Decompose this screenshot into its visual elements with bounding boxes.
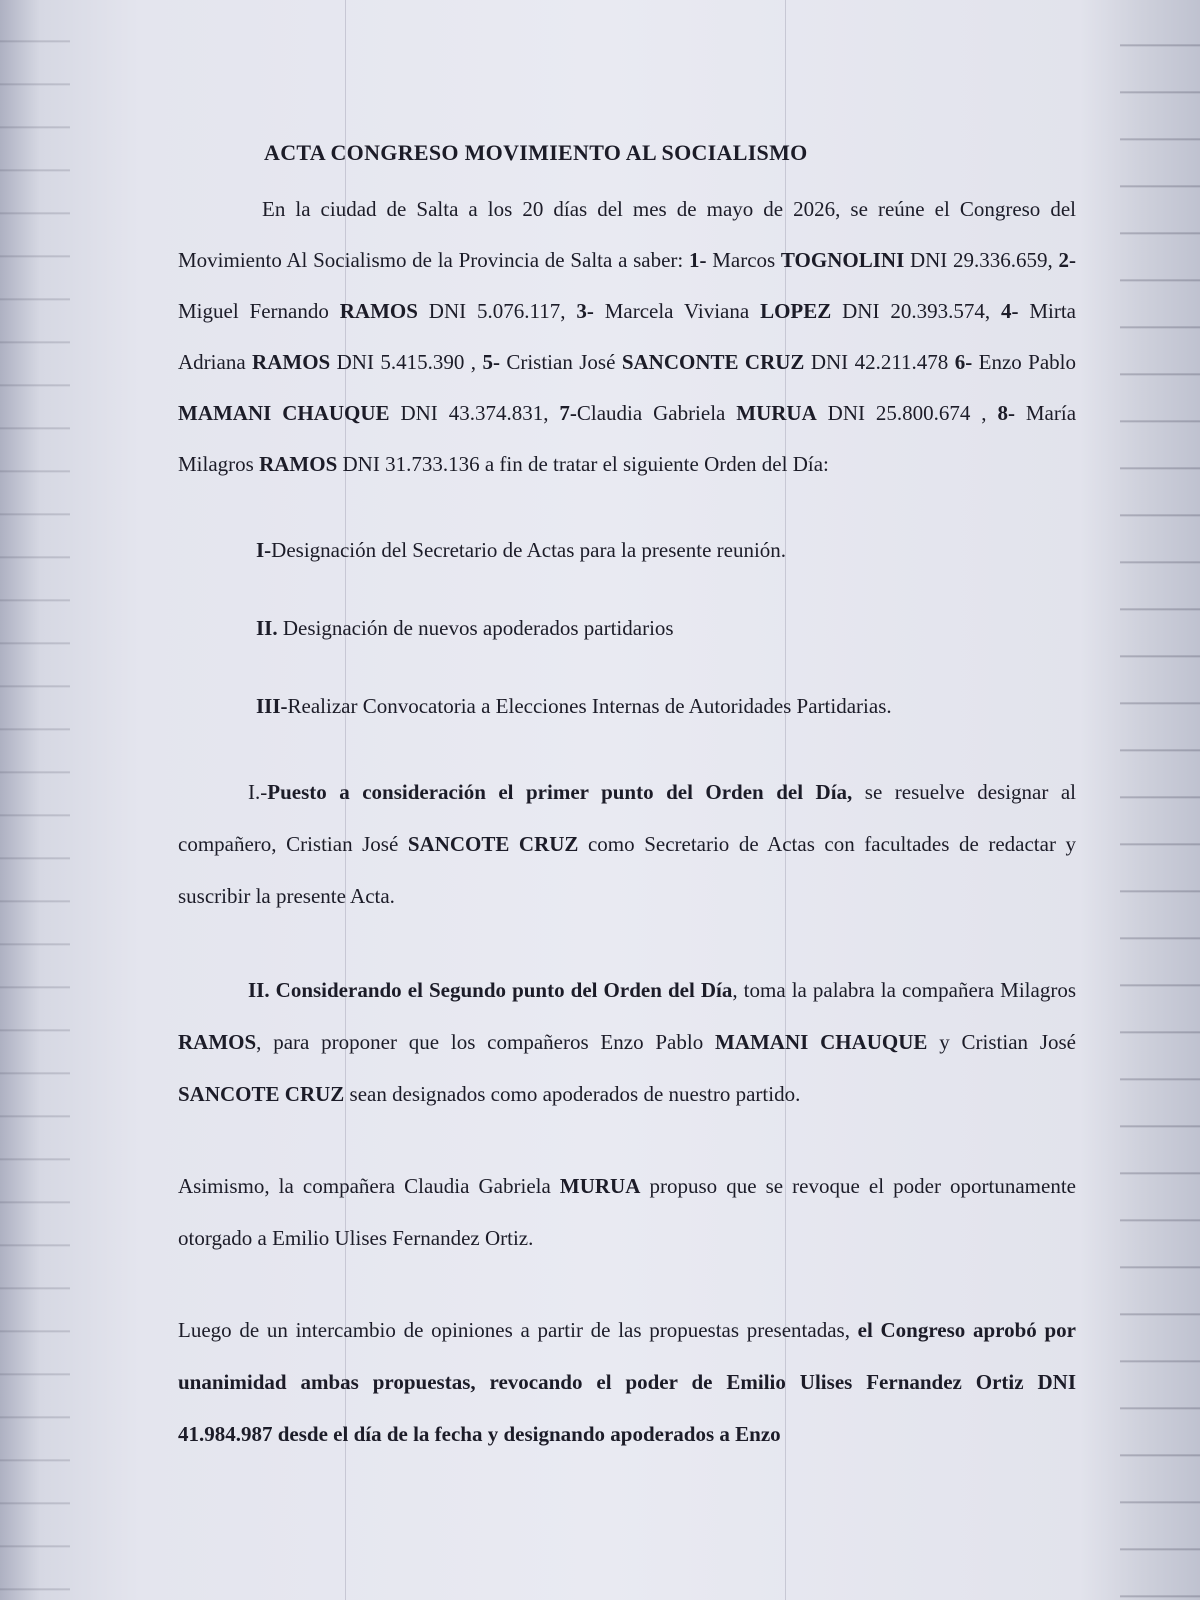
bold-text-run: 6- [954, 350, 973, 374]
bold-text-run: 1- [688, 248, 707, 272]
bold-text-run: MAMANI CHAUQUE [178, 401, 390, 425]
bold-text-run: 5- [482, 350, 500, 374]
bold-text-run: 4- [1000, 299, 1019, 323]
agenda-item-3 [256, 694, 1076, 718]
text-run: , toma la palabra la compañera Milagros [732, 978, 1076, 1002]
section-paragraph-1 [178, 766, 1076, 922]
text-run: En la ciudad de Salta a los 20 días del mes de mayo de 2026, se reúne el Congreso del Movimiento Al Socialismo de la Provincia de Salta a saber: [178, 197, 1076, 272]
bold-text-run: MAMANI CHAUQUE [715, 1030, 928, 1054]
bold-text-run: I- [256, 538, 272, 562]
text-run: Enzo Pablo [972, 350, 1077, 374]
bold-text-run: II. [256, 616, 278, 640]
text-run: Cristian José [499, 350, 622, 374]
bold-text-run: Puesto a consideración el primer punto del Orden del Día, [267, 780, 853, 804]
bold-text-run: RAMOS [259, 452, 338, 476]
text-run: Miguel Fernando [178, 299, 340, 323]
section-paragraph-4 [178, 1304, 1076, 1460]
text-run: , para proponer que los compañeros Enzo Pablo [256, 1030, 715, 1054]
text-run: DNI 5.076.117, [417, 299, 577, 323]
text-run: Marcos [706, 248, 781, 272]
text-run: DNI 5.415.390 , [330, 350, 483, 374]
text-run: Marcela Viviana [593, 299, 761, 323]
bold-text-run: SANCOTE CRUZ [407, 832, 579, 856]
text-run: DNI 25.800.674 , [816, 401, 998, 425]
agenda-item-2 [256, 616, 1076, 640]
bold-text-run: LOPEZ [760, 299, 832, 323]
text-run: Luego de un intercambio de opiniones a partir de las propuestas presentadas, [178, 1318, 858, 1342]
text-run: Mirta Adriana [178, 299, 1076, 374]
text-run: como Secretario de Actas con facultades de redactar y suscribir la presente Acta. [178, 832, 1076, 908]
text-run: Asimismo, la compañera Claudia Gabriela [178, 1174, 560, 1198]
document-body [178, 140, 1076, 1460]
text-run: DNI 29.336.659, [904, 248, 1059, 272]
bold-text-run: 3- [576, 299, 594, 323]
bold-text-run: MURUA [559, 1174, 641, 1198]
bold-text-run: RAMOS [339, 299, 418, 323]
text-run: DNI 43.374.831, [389, 401, 560, 425]
bold-text-run: TOGNOLINI [780, 248, 905, 272]
bold-text-run: 8- [997, 401, 1015, 425]
text-run: DNI 42.211.478 [804, 350, 955, 374]
bold-text-run: SANCONTE CRUZ [621, 350, 805, 374]
text-run: se resuelve designar al compañero, Cristian José [178, 780, 1076, 856]
bold-text-run: 7- [559, 401, 577, 425]
bold-text-run: el Congreso aprobó por unanimidad ambas propuestas, revocando el poder de Emilio Ulises Fernandez Ortiz DNI 41.984.987 desde el día de la fecha y designando apoderados a Enzo [178, 1318, 1076, 1446]
bold-text-run: II. Considerando el Segundo punto del Orden del Día [248, 978, 733, 1002]
text-run: I.- [248, 780, 268, 804]
text-run: DNI 31.733.136 a fin de tratar el siguiente Orden del Día: [337, 452, 829, 476]
text-run: y Cristian José [927, 1030, 1076, 1054]
bold-text-run: SANCOTE CRUZ [178, 1082, 345, 1106]
text-run: Designación del Secretario de Actas para la presente reunión. [271, 538, 787, 562]
section-paragraph-3 [178, 1160, 1076, 1264]
intro-paragraph [178, 184, 1076, 490]
bold-text-run: RAMOS [252, 350, 331, 374]
text-run: sean designados como apoderados de nuestro partido. [344, 1082, 801, 1106]
bold-text-run: 2- [1058, 248, 1076, 272]
right-binding-edge [1120, 0, 1200, 1600]
text-run: DNI 20.393.574, [831, 299, 1001, 323]
bold-text-run: III- [256, 694, 288, 718]
left-binding-edge [0, 0, 70, 1600]
text-run: Realizar Convocatoria a Elecciones Internas de Autoridades Partidarias. [287, 694, 892, 718]
text-run: María Milagros [178, 401, 1077, 476]
agenda-item-1 [256, 538, 1076, 562]
text-run: Claudia Gabriela [576, 401, 737, 425]
document-title: ACTA CONGRESO MOVIMIENTO AL SOCIALISMO [264, 140, 808, 165]
bold-text-run: MURUA [736, 401, 817, 425]
bold-text-run: RAMOS [178, 1030, 257, 1054]
section-paragraph-2 [178, 964, 1076, 1120]
text-run: Designación de nuevos apoderados partidarios [277, 616, 674, 640]
text-run: propuso que se revoque el poder oportunamente otorgado a Emilio Ulises Fernandez Ortiz. [178, 1174, 1076, 1250]
